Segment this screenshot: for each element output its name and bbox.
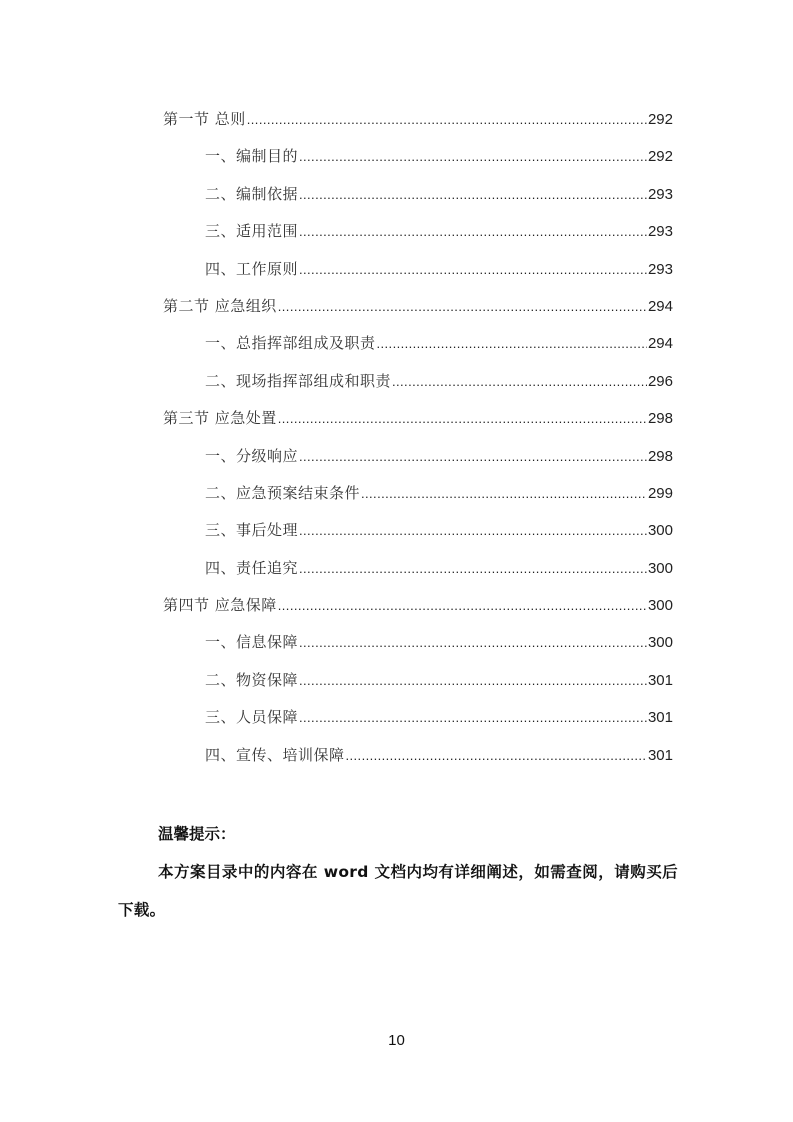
toc-entry[interactable]	[163, 705, 673, 742]
toc-dot-leader	[299, 631, 647, 655]
toc-dot-leader	[247, 108, 647, 132]
toc-entry-label: 三、适用范围	[205, 222, 299, 241]
toc-dot-leader	[299, 145, 647, 169]
toc-entry[interactable]	[163, 331, 673, 368]
toc-entry-label: 第一节 总则	[163, 110, 246, 128]
toc-entry[interactable]	[163, 481, 673, 518]
toc-dot-leader	[392, 370, 647, 394]
toc-entry-label: 四、工作原则	[205, 259, 299, 278]
toc-entry-page: 301	[647, 746, 673, 764]
toc-entry[interactable]	[163, 406, 673, 443]
notice-body: 本方案目录中的内容在 word 文档内均有详细阐述，如需查阅，请购买后下载。	[118, 863, 678, 919]
toc-dot-leader	[299, 706, 647, 730]
toc-entry-label: 第四节 应急保障	[163, 596, 277, 615]
toc-entry-page: 298	[647, 447, 673, 465]
page-number: 10	[388, 1032, 405, 1049]
toc-dot-leader	[299, 183, 647, 207]
toc-entry[interactable]	[163, 107, 673, 144]
toc-entry-label: 三、事后处理	[205, 521, 299, 540]
toc-entry-page: 294	[647, 297, 673, 315]
toc-entry[interactable]	[163, 294, 673, 331]
toc-dot-leader	[299, 519, 647, 543]
toc-entry-page: 300	[647, 634, 673, 652]
toc-dot-leader	[299, 445, 647, 469]
toc-entry-label: 第二节 应急组织	[163, 296, 277, 315]
toc-entry-page: 292	[647, 148, 673, 166]
toc-entry-label: 二、应急预案结束条件	[205, 483, 361, 502]
toc-entry[interactable]	[163, 369, 673, 406]
toc-entry[interactable]	[163, 668, 673, 705]
toc-entry-page: 293	[647, 185, 673, 203]
toc-entry-label: 一、总指挥部组成及职责	[205, 334, 376, 353]
toc-entry[interactable]	[163, 444, 673, 481]
toc-entry[interactable]	[163, 556, 673, 593]
toc-dot-leader	[299, 258, 647, 282]
toc-dot-leader	[299, 557, 647, 581]
toc-entry[interactable]	[163, 144, 673, 181]
toc-entry-label: 二、编制依据	[205, 184, 299, 203]
toc-entry[interactable]	[163, 182, 673, 219]
toc-entry-label: 一、信息保障	[205, 633, 299, 652]
toc-dot-leader	[299, 669, 647, 693]
toc-entry[interactable]	[163, 257, 673, 294]
toc-entry-page: 293	[647, 260, 673, 278]
toc-entry-page: 300	[647, 559, 673, 577]
toc-entry-page: 294	[647, 335, 673, 353]
toc-entry-label: 四、责任追究	[205, 558, 299, 577]
toc-dot-leader	[346, 744, 647, 768]
toc-dot-leader	[361, 482, 647, 506]
toc-dot-leader	[278, 295, 647, 319]
toc-entry-page: 301	[647, 671, 673, 689]
toc-entry-label: 三、人员保障	[205, 708, 299, 727]
toc-entry-label: 一、编制目的	[205, 147, 299, 166]
toc-entry[interactable]	[163, 518, 673, 555]
toc-entry[interactable]	[163, 219, 673, 256]
table-of-contents	[163, 107, 673, 780]
toc-entry-label: 第三节 应急处置	[163, 409, 277, 428]
toc-entry[interactable]	[163, 593, 673, 630]
toc-dot-leader	[278, 594, 647, 618]
toc-entry-page: 301	[647, 709, 673, 727]
toc-entry-page: 292	[647, 111, 673, 128]
toc-dot-leader	[278, 407, 647, 431]
toc-entry[interactable]	[163, 630, 673, 667]
toc-entry-page: 293	[647, 223, 673, 241]
toc-entry-page: 298	[647, 410, 673, 428]
toc-entry-label: 二、现场指挥部组成和职责	[205, 371, 392, 390]
toc-entry[interactable]	[163, 743, 673, 780]
toc-entry-page: 296	[647, 372, 673, 390]
notice-section	[118, 815, 678, 929]
toc-entry-label: 二、物资保障	[205, 670, 299, 689]
toc-entry-label: 四、宣传、培训保障	[205, 745, 345, 764]
toc-entry-page: 300	[647, 522, 673, 540]
toc-entry-page: 299	[647, 484, 673, 502]
toc-entry-page: 300	[647, 597, 673, 615]
toc-dot-leader	[299, 220, 647, 244]
toc-dot-leader	[377, 332, 647, 356]
toc-entry-label: 一、分级响应	[205, 446, 299, 465]
notice-title: 温馨提示：	[158, 825, 236, 843]
